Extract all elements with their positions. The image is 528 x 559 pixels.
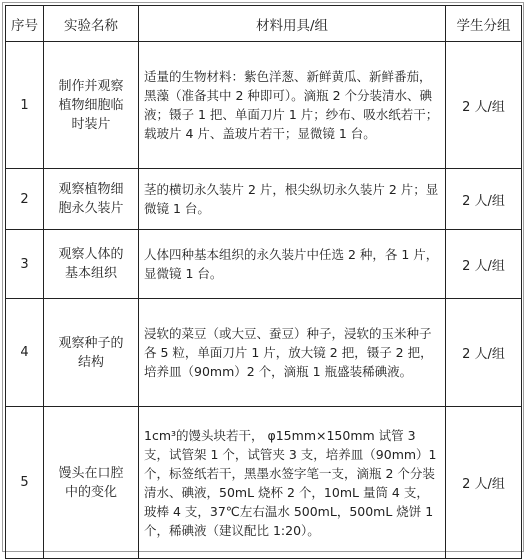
row-no: 4 — [6, 299, 44, 407]
row-experiment-name: 观察种子的结构 — [44, 299, 139, 407]
header-materials: 材料用具/组 — [139, 6, 446, 42]
row-group: 2 人/组 — [446, 407, 522, 559]
experiment-materials-table — [5, 5, 522, 559]
header-student-group: 学生分组 — [446, 6, 522, 42]
row-materials: 人体四种基本组织的永久装片中任选 2 种，各 1 片，显微镜 1 台。 — [139, 230, 446, 299]
row-group: 2 人/组 — [446, 299, 522, 407]
table-row — [6, 169, 522, 230]
table-row — [6, 42, 522, 169]
row-experiment-name: 观察人体的基本组织 — [44, 230, 139, 299]
row-materials: 茎的横切永久装片 2 片，根尖纵切永久装片 2 片；显微镜 1 台。 — [139, 169, 446, 230]
table-row — [6, 407, 522, 559]
row-no: 2 — [6, 169, 44, 230]
header-no: 序号 — [6, 6, 44, 42]
row-materials: 适量的生物材料：紫色洋葱、新鲜黄瓜、新鲜番茄，黑藻（准备其中 2 种即可）。滴瓶 2 个分装清水、碘液；镊子 1 把、单面刀片 1 片；纱布、吸水纸若干；载玻片 4 片、盖玻片若干；显微镜 1 台。 — [139, 42, 446, 169]
row-group: 2 人/组 — [446, 169, 522, 230]
table-row — [6, 230, 522, 299]
table-header-row — [6, 6, 522, 42]
row-no: 5 — [6, 407, 44, 559]
header-experiment-name: 实验名称 — [44, 6, 139, 42]
row-group: 2 人/组 — [446, 42, 522, 169]
row-materials: 1cm³的馒头块若干， φ15mm×150mm 试管 3 支，试管架 1 个，试管夹 3 支，培养皿（90mm）1 个，标签纸若干，黑墨水签字笔一支，滴瓶 2 个分装清水、碘液，50mL 烧杯 2 个，10mL 量筒 4 支，玻棒 4 支，37℃左右温水 500mL，500mL 烧饼 1 个，稀碘液（建议配比 1:20）。 — [139, 407, 446, 559]
row-experiment-name: 观察植物细胞永久装片 — [44, 169, 139, 230]
row-experiment-name: 馒头在口腔中的变化 — [44, 407, 139, 559]
row-experiment-name: 制作并观察植物细胞临时装片 — [44, 42, 139, 169]
row-no: 3 — [6, 230, 44, 299]
table-row — [6, 299, 522, 407]
row-group: 2 人/组 — [446, 230, 522, 299]
row-no: 1 — [6, 42, 44, 169]
row-materials: 浸软的菜豆（或大豆、蚕豆）种子，浸软的玉米种子各 5 粒，单面刀片 1 片，放大镜 2 把，镊子 2 把，培养皿（90mm）2 个，滴瓶 1 瓶盛装稀碘液。 — [139, 299, 446, 407]
